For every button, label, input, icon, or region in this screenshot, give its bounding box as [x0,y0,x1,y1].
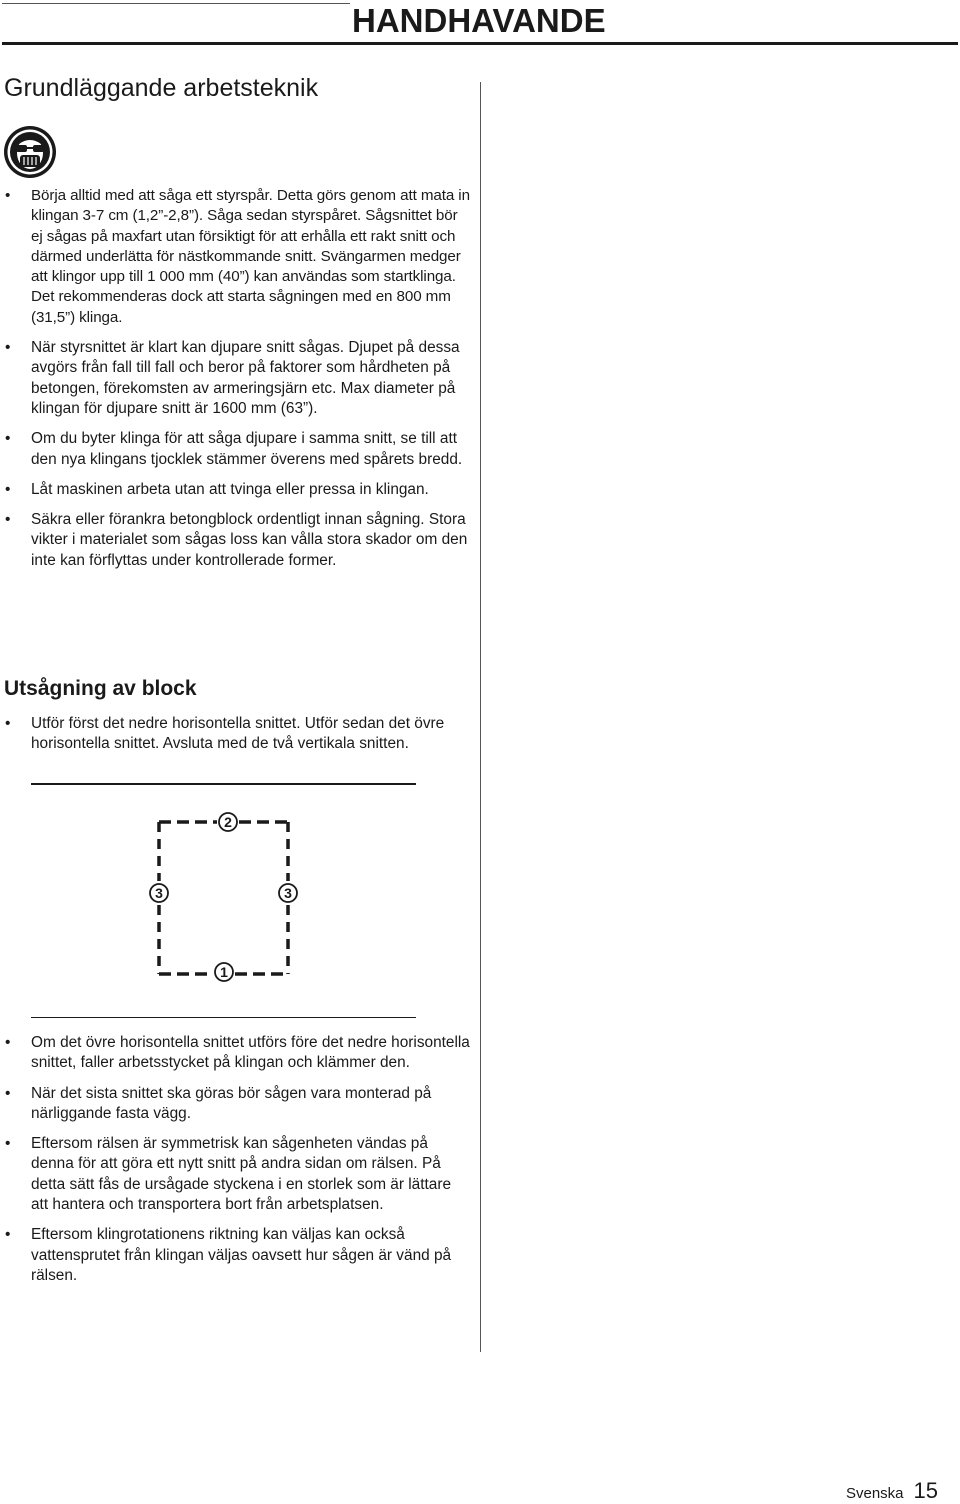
list-item: • Eftersom rälsen är symmetrisk kan sågenheten vändas på denna för att göra ett nytt snitt på andra sidan om rälsen. På detta sätt fås de ursågade styckena i en storlek som är lättare att hantera och transportera bort från arbetsplatsen. [5,1135,452,1214]
block-cutting-list [0,1033,470,1296]
svg-text:3: 3 [284,885,292,901]
svg-text:3: 3 [155,885,163,901]
list-item: • Säkra eller förankra betongblock ordentligt innan sågning. Stora vikter i materialet som sågas loss kan vålla stora skador om den inte kan förflyttas under kontrollerade former. [5,511,468,569]
list-item: • När styrsnittet är klart kan djupare snitt sågas. Djupet på dessa avgörs från fall till fall och beror på faktorer som hårdheten på betongen, förekomsten av armeringsjärn etc. Max diameter på klingan för djupare snitt är 1600 mm (63”). [5,339,460,417]
list-item: • Eftersom klingrotationens riktning kan väljas kan också vattensprutet från klingan väljas oavsett hur sågen är vänd på rälsen. [5,1226,452,1284]
list-item: • När det sista snittet ska göras bör sågen vara monterad på närliggande fasta vägg. [5,1084,432,1122]
figure-bottom-rule [31,1017,416,1018]
basic-technique-list [0,186,470,581]
column-divider [480,82,481,1352]
figure-top-rule [31,783,416,785]
page-number: 15 [913,1478,938,1503]
cut-number-top [219,813,237,831]
section-title-basic-technique: Grundläggande arbetsteknik [4,74,319,102]
header-top-rule [2,3,350,4]
list-item: • Utför först det nedre horisontella snittet. Utför sedan det övre horisontella snittet. Avsluta med de två vertikala snitten. [5,715,445,753]
cut-number-left [150,884,168,902]
list-item: • Börja alltid med att såga ett styrspår. Detta görs genom att mata in klingan 3-7 cm (1,2”-2,8”). Såga sedan styrspåret. Sågsnittet bör ej sågas på maxfart utan försiktigt för att erhålla ett rakt snitt och därmed underlätta för nästkommande snitt. Svängarmen medger att klingor upp till 1 000 mm (40”) kan användas som startklinga. Det rekommenderas dock att starta sågningen med en 800 mm (31,5”) klinga. [5,187,470,326]
svg-text:1: 1 [220,964,228,980]
header-rule [2,42,958,45]
cut-number-bottom [215,963,233,981]
face-protection-icon [3,125,57,179]
list-item: • Om du byter klinga för att såga djupare i samma snitt, se till att den nya klingans tjocklek stämmer överens med spårets bredd. [5,430,463,468]
block-cutting-intro-list [0,714,470,765]
footer-language: Svenska [845,1485,904,1502]
section-title-block-cutting: Utsågning av block [4,677,197,700]
page-header-title: HANDHAVANDE [352,2,606,39]
page-footer [846,1478,938,1504]
list-item: • Om det övre horisontella snittet utförs före det nedre horisontella snittet, faller arbetsstycket på klingan och klämmer den. [5,1034,470,1072]
cut-order-diagram [140,808,310,988]
cut-number-right [279,884,297,902]
list-item: • Låt maskinen arbeta utan att tvinga eller pressa in klingan. [5,480,429,498]
svg-text:2: 2 [224,814,232,830]
